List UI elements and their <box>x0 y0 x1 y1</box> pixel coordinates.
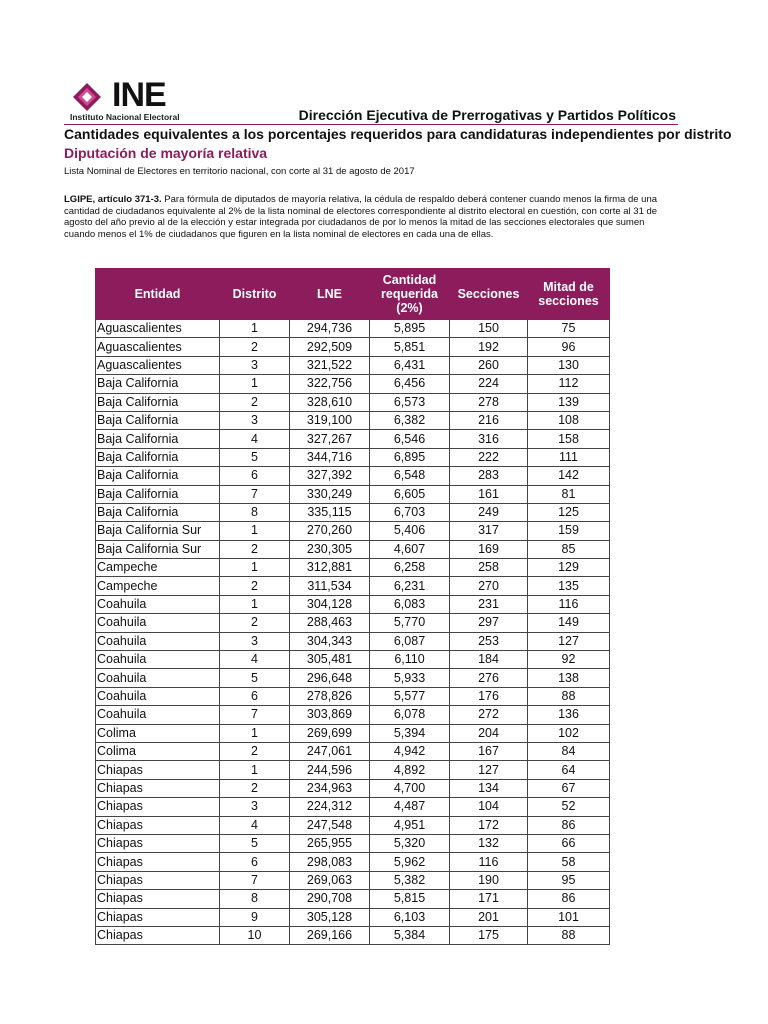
mitad-cell: 139 <box>528 393 610 411</box>
entidad-cell: Coahuila <box>96 669 220 687</box>
entidad-cell: Coahuila <box>96 614 220 632</box>
cantidad-cell: 6,258 <box>370 559 450 577</box>
secciones-cell: 283 <box>450 467 528 485</box>
cantidad-cell: 6,456 <box>370 375 450 393</box>
distrito-cell: 4 <box>220 816 290 834</box>
lne-cell: 298,083 <box>290 853 370 871</box>
table-row <box>96 687 610 705</box>
page-subtitle: Diputación de mayoría relativa <box>64 145 268 161</box>
cantidad-cell: 4,487 <box>370 798 450 816</box>
table-row <box>96 779 610 797</box>
distrito-cell: 9 <box>220 908 290 926</box>
distrito-cell: 1 <box>220 522 290 540</box>
table-row <box>96 485 610 503</box>
mitad-cell: 159 <box>528 522 610 540</box>
secciones-cell: 317 <box>450 522 528 540</box>
table-row <box>96 742 610 760</box>
lne-cell: 327,267 <box>290 430 370 448</box>
lne-cell: 288,463 <box>290 614 370 632</box>
legal-reference: LGIPE, artículo 371-3. <box>64 194 162 205</box>
secciones-cell: 169 <box>450 540 528 558</box>
secciones-cell: 175 <box>450 926 528 944</box>
lne-cell: 244,596 <box>290 761 370 779</box>
page-title: Cantidades equivalentes a los porcentajes requeridos para candidaturas independientes por distrito <box>64 126 732 142</box>
entidad-cell: Coahuila <box>96 687 220 705</box>
table-row <box>96 338 610 356</box>
cantidad-cell: 6,083 <box>370 595 450 613</box>
entidad-cell: Coahuila <box>96 651 220 669</box>
ine-logo <box>70 76 200 125</box>
lne-cell: 304,343 <box>290 632 370 650</box>
entidad-cell: Coahuila <box>96 595 220 613</box>
distrito-cell: 5 <box>220 834 290 852</box>
districts-table <box>95 268 610 945</box>
distrito-cell: 2 <box>220 779 290 797</box>
distrito-cell: 1 <box>220 559 290 577</box>
secciones-cell: 231 <box>450 595 528 613</box>
mitad-cell: 130 <box>528 356 610 374</box>
lne-cell: 330,249 <box>290 485 370 503</box>
mitad-cell: 127 <box>528 632 610 650</box>
table-row <box>96 761 610 779</box>
table-row <box>96 816 610 834</box>
cantidad-cell: 6,605 <box>370 485 450 503</box>
mitad-cell: 95 <box>528 871 610 889</box>
secciones-cell: 167 <box>450 742 528 760</box>
lne-cell: 296,648 <box>290 669 370 687</box>
table-row <box>96 540 610 558</box>
header-lne: LNE <box>290 269 370 320</box>
entidad-cell: Chiapas <box>96 834 220 852</box>
mitad-cell: 129 <box>528 559 610 577</box>
header-mitad-secciones: Mitad de secciones <box>528 269 610 320</box>
table-row <box>96 853 610 871</box>
secciones-cell: 172 <box>450 816 528 834</box>
entidad-cell: Chiapas <box>96 890 220 908</box>
mitad-cell: 112 <box>528 375 610 393</box>
secciones-cell: 171 <box>450 890 528 908</box>
cantidad-cell: 5,382 <box>370 871 450 889</box>
header-entidad: Entidad <box>96 269 220 320</box>
header-secciones: Secciones <box>450 269 528 320</box>
lne-cell: 292,509 <box>290 338 370 356</box>
entidad-cell: Baja California <box>96 393 220 411</box>
table-row <box>96 467 610 485</box>
table-row <box>96 577 610 595</box>
table-row <box>96 871 610 889</box>
mitad-cell: 75 <box>528 320 610 338</box>
cantidad-cell: 6,573 <box>370 393 450 411</box>
mitad-cell: 111 <box>528 448 610 466</box>
lne-cell: 247,548 <box>290 816 370 834</box>
entidad-cell: Chiapas <box>96 908 220 926</box>
mitad-cell: 88 <box>528 926 610 944</box>
table-row <box>96 559 610 577</box>
distrito-cell: 6 <box>220 687 290 705</box>
mitad-cell: 88 <box>528 687 610 705</box>
cantidad-cell: 6,110 <box>370 651 450 669</box>
entidad-cell: Colima <box>96 724 220 742</box>
distrito-cell: 3 <box>220 632 290 650</box>
distrito-cell: 7 <box>220 485 290 503</box>
distrito-cell: 3 <box>220 411 290 429</box>
table-row <box>96 908 610 926</box>
cantidad-cell: 6,078 <box>370 706 450 724</box>
cantidad-cell: 5,394 <box>370 724 450 742</box>
cantidad-cell: 6,703 <box>370 503 450 521</box>
mitad-cell: 86 <box>528 890 610 908</box>
distrito-cell: 6 <box>220 467 290 485</box>
secciones-cell: 134 <box>450 779 528 797</box>
entidad-cell: Campeche <box>96 559 220 577</box>
secciones-cell: 104 <box>450 798 528 816</box>
secciones-cell: 249 <box>450 503 528 521</box>
lne-cell: 319,100 <box>290 411 370 429</box>
table-row <box>96 522 610 540</box>
distrito-cell: 1 <box>220 724 290 742</box>
table-row <box>96 356 610 374</box>
cantidad-cell: 5,815 <box>370 890 450 908</box>
secciones-cell: 192 <box>450 338 528 356</box>
entidad-cell: Chiapas <box>96 761 220 779</box>
distrito-cell: 6 <box>220 853 290 871</box>
table-row <box>96 614 610 632</box>
lne-cell: 321,522 <box>290 356 370 374</box>
cantidad-cell: 6,431 <box>370 356 450 374</box>
mitad-cell: 138 <box>528 669 610 687</box>
entidad-cell: Baja California <box>96 485 220 503</box>
lne-cell: 269,063 <box>290 871 370 889</box>
distrito-cell: 10 <box>220 926 290 944</box>
cantidad-cell: 6,231 <box>370 577 450 595</box>
distrito-cell: 2 <box>220 338 290 356</box>
table-row <box>96 724 610 742</box>
cantidad-cell: 5,851 <box>370 338 450 356</box>
lne-cell: 269,699 <box>290 724 370 742</box>
secciones-cell: 161 <box>450 485 528 503</box>
mitad-cell: 116 <box>528 595 610 613</box>
department-title: Dirección Ejecutiva de Prerrogativas y Partidos Políticos <box>298 107 676 123</box>
secciones-cell: 150 <box>450 320 528 338</box>
cantidad-cell: 6,382 <box>370 411 450 429</box>
secciones-cell: 204 <box>450 724 528 742</box>
lne-cell: 312,881 <box>290 559 370 577</box>
entidad-cell: Baja California <box>96 411 220 429</box>
cantidad-cell: 5,962 <box>370 853 450 871</box>
table-row <box>96 651 610 669</box>
distrito-cell: 5 <box>220 669 290 687</box>
cantidad-cell: 5,406 <box>370 522 450 540</box>
mitad-cell: 81 <box>528 485 610 503</box>
secciones-cell: 116 <box>450 853 528 871</box>
entidad-cell: Coahuila <box>96 706 220 724</box>
distrito-cell: 2 <box>220 614 290 632</box>
entidad-cell: Chiapas <box>96 798 220 816</box>
secciones-cell: 132 <box>450 834 528 852</box>
entidad-cell: Baja California <box>96 430 220 448</box>
secciones-cell: 260 <box>450 356 528 374</box>
cantidad-cell: 5,895 <box>370 320 450 338</box>
secciones-cell: 253 <box>450 632 528 650</box>
secciones-cell: 201 <box>450 908 528 926</box>
mitad-cell: 96 <box>528 338 610 356</box>
table-row <box>96 798 610 816</box>
table-row <box>96 430 610 448</box>
mitad-cell: 101 <box>528 908 610 926</box>
cantidad-cell: 6,895 <box>370 448 450 466</box>
table-row <box>96 375 610 393</box>
mitad-cell: 58 <box>528 853 610 871</box>
cantidad-cell: 5,770 <box>370 614 450 632</box>
lne-cell: 234,963 <box>290 779 370 797</box>
mitad-cell: 86 <box>528 816 610 834</box>
mitad-cell: 67 <box>528 779 610 797</box>
table-row <box>96 320 610 338</box>
distrito-cell: 3 <box>220 356 290 374</box>
secciones-cell: 278 <box>450 393 528 411</box>
table-row <box>96 595 610 613</box>
secciones-cell: 224 <box>450 375 528 393</box>
legal-text: Para fórmula de diputados de mayoría relativa, la cédula de respaldo deberá contener cuando menos la firma de una cantidad de ciudadanos equivalente al 2% de la lista nominal de electores correspondiente al distrito electoral en cuestión, con corte al 31 de agosto del año previo al de la elección y estar integrada por ciudadanos de por lo menos la mitad de las secciones electorales que sumen cuando menos el 1% de ciudadanos que figuren en la lista nominal de electores en cada una de ellas. <box>64 194 658 240</box>
entidad-cell: Baja California Sur <box>96 522 220 540</box>
secciones-cell: 184 <box>450 651 528 669</box>
mitad-cell: 85 <box>528 540 610 558</box>
secciones-cell: 276 <box>450 669 528 687</box>
distrito-cell: 8 <box>220 503 290 521</box>
secciones-cell: 216 <box>450 411 528 429</box>
distrito-cell: 2 <box>220 742 290 760</box>
lne-cell: 322,756 <box>290 375 370 393</box>
entidad-cell: Baja California Sur <box>96 540 220 558</box>
entidad-cell: Colima <box>96 742 220 760</box>
distrito-cell: 8 <box>220 890 290 908</box>
entidad-cell: Chiapas <box>96 853 220 871</box>
secciones-cell: 127 <box>450 761 528 779</box>
mitad-cell: 135 <box>528 577 610 595</box>
entidad-cell: Chiapas <box>96 816 220 834</box>
lne-cell: 328,610 <box>290 393 370 411</box>
cantidad-cell: 5,384 <box>370 926 450 944</box>
cantidad-cell: 5,577 <box>370 687 450 705</box>
distrito-cell: 1 <box>220 375 290 393</box>
cantidad-cell: 6,546 <box>370 430 450 448</box>
distrito-cell: 1 <box>220 320 290 338</box>
entidad-cell: Coahuila <box>96 632 220 650</box>
cantidad-cell: 5,320 <box>370 834 450 852</box>
distrito-cell: 2 <box>220 577 290 595</box>
mitad-cell: 102 <box>528 724 610 742</box>
lne-cell: 224,312 <box>290 798 370 816</box>
distrito-cell: 1 <box>220 595 290 613</box>
legal-paragraph <box>64 194 676 240</box>
lne-cell: 304,128 <box>290 595 370 613</box>
secciones-cell: 176 <box>450 687 528 705</box>
mitad-cell: 64 <box>528 761 610 779</box>
entidad-cell: Chiapas <box>96 871 220 889</box>
table-row <box>96 632 610 650</box>
lne-cell: 247,061 <box>290 742 370 760</box>
distrito-cell: 2 <box>220 393 290 411</box>
lne-cell: 303,869 <box>290 706 370 724</box>
logo-subtitle: Instituto Nacional Electoral <box>70 112 180 122</box>
lne-cell: 344,716 <box>290 448 370 466</box>
mitad-cell: 52 <box>528 798 610 816</box>
entidad-cell: Baja California <box>96 375 220 393</box>
cantidad-cell: 4,942 <box>370 742 450 760</box>
mitad-cell: 125 <box>528 503 610 521</box>
entidad-cell: Aguascalientes <box>96 356 220 374</box>
logo-text: INE <box>112 76 166 114</box>
cutoff-note: Lista Nominal de Electores en territorio nacional, con corte al 31 de agosto de 2017 <box>64 166 415 177</box>
secciones-cell: 270 <box>450 577 528 595</box>
table-header-row <box>96 269 610 320</box>
table-row <box>96 834 610 852</box>
header-divider <box>64 124 678 125</box>
cantidad-cell: 6,103 <box>370 908 450 926</box>
ine-diamond-icon <box>70 82 114 112</box>
lne-cell: 335,115 <box>290 503 370 521</box>
table-row <box>96 503 610 521</box>
distrito-cell: 2 <box>220 540 290 558</box>
secciones-cell: 190 <box>450 871 528 889</box>
lne-cell: 305,128 <box>290 908 370 926</box>
cantidad-cell: 4,951 <box>370 816 450 834</box>
cantidad-cell: 6,548 <box>370 467 450 485</box>
entidad-cell: Baja California <box>96 503 220 521</box>
distrito-cell: 7 <box>220 871 290 889</box>
entidad-cell: Chiapas <box>96 926 220 944</box>
entidad-cell: Baja California <box>96 448 220 466</box>
lne-cell: 305,481 <box>290 651 370 669</box>
distrito-cell: 7 <box>220 706 290 724</box>
mitad-cell: 108 <box>528 411 610 429</box>
mitad-cell: 136 <box>528 706 610 724</box>
entidad-cell: Baja California <box>96 467 220 485</box>
secciones-cell: 272 <box>450 706 528 724</box>
table-row <box>96 669 610 687</box>
entidad-cell: Campeche <box>96 577 220 595</box>
mitad-cell: 149 <box>528 614 610 632</box>
lne-cell: 311,534 <box>290 577 370 595</box>
cantidad-cell: 5,933 <box>370 669 450 687</box>
secciones-cell: 316 <box>450 430 528 448</box>
entidad-cell: Aguascalientes <box>96 320 220 338</box>
lne-cell: 230,305 <box>290 540 370 558</box>
cantidad-cell: 4,892 <box>370 761 450 779</box>
lne-cell: 270,260 <box>290 522 370 540</box>
distrito-cell: 3 <box>220 798 290 816</box>
lne-cell: 278,826 <box>290 687 370 705</box>
secciones-cell: 222 <box>450 448 528 466</box>
cantidad-cell: 6,087 <box>370 632 450 650</box>
mitad-cell: 142 <box>528 467 610 485</box>
cantidad-cell: 4,607 <box>370 540 450 558</box>
lne-cell: 327,392 <box>290 467 370 485</box>
table-row <box>96 448 610 466</box>
header-distrito: Distrito <box>220 269 290 320</box>
distrito-cell: 1 <box>220 761 290 779</box>
entidad-cell: Aguascalientes <box>96 338 220 356</box>
mitad-cell: 92 <box>528 651 610 669</box>
secciones-cell: 297 <box>450 614 528 632</box>
table-row <box>96 706 610 724</box>
distrito-cell: 4 <box>220 651 290 669</box>
lne-cell: 265,955 <box>290 834 370 852</box>
mitad-cell: 158 <box>528 430 610 448</box>
lne-cell: 294,736 <box>290 320 370 338</box>
table-row <box>96 890 610 908</box>
cantidad-cell: 4,700 <box>370 779 450 797</box>
secciones-cell: 258 <box>450 559 528 577</box>
lne-cell: 269,166 <box>290 926 370 944</box>
table-row <box>96 926 610 944</box>
mitad-cell: 84 <box>528 742 610 760</box>
distrito-cell: 5 <box>220 448 290 466</box>
header-cantidad-requerida: Cantidad requerida (2%) <box>370 269 450 320</box>
mitad-cell: 66 <box>528 834 610 852</box>
entidad-cell: Chiapas <box>96 779 220 797</box>
distrito-cell: 4 <box>220 430 290 448</box>
table-row <box>96 411 610 429</box>
table-row <box>96 393 610 411</box>
lne-cell: 290,708 <box>290 890 370 908</box>
